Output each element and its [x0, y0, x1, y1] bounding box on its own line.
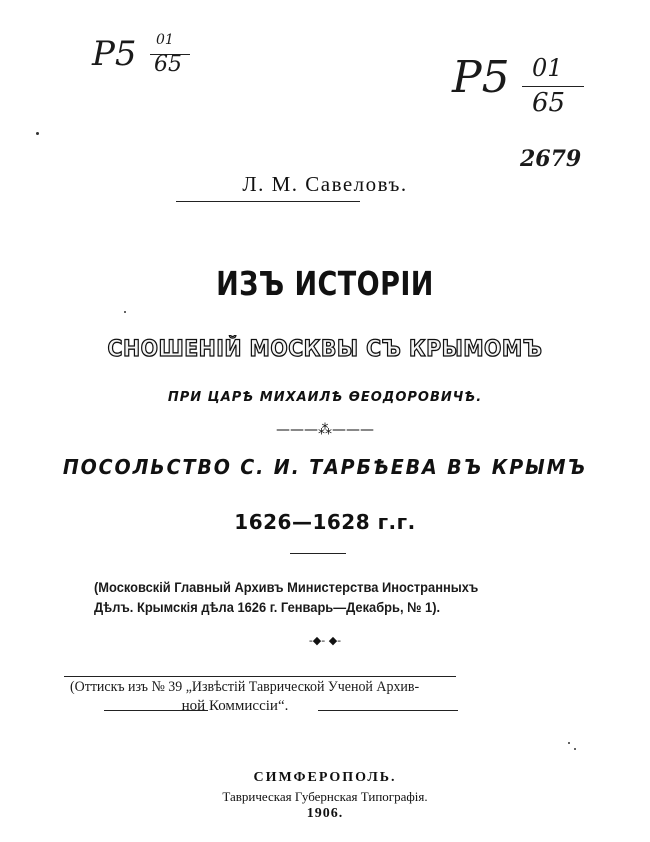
- shelfmark-left-prefix: Р5: [92, 34, 137, 74]
- ornament-arrows: -◆- ◆-: [308, 634, 342, 647]
- title-line-4: ПОСОЛЬСТВО С. И. ТАРБѢЕВА ВЪ КРЫМЪ: [62, 455, 588, 479]
- title-line-3: ПРИ ЦАРѢ МИХАИЛѢ ѲЕОДОРОВИЧѢ.: [167, 390, 483, 405]
- shelfmark-right-numerator: 01: [532, 54, 563, 82]
- shelfmark-right: [452, 52, 592, 122]
- title-line-1: ИЗЪ ИСТОРІИ: [216, 264, 434, 303]
- title-years: 1626—1628 г.г.: [234, 510, 416, 534]
- shelfmark-left-denominator: 65: [154, 52, 182, 77]
- offprint-line-1: (Оттискъ изъ № 39 „Извѣстій Таврической Ученой Архив-: [70, 679, 420, 695]
- speck: [574, 748, 576, 750]
- source-note-line-2: Дѣлъ. Крымскія дѣла 1626 г. Генварь—Декабрь, № 1).: [94, 599, 441, 615]
- offprint-line-2: ной Коммиссіи“.: [181, 698, 289, 714]
- author-underline: [176, 201, 360, 202]
- author: Л. М. Савеловъ.: [242, 172, 408, 196]
- imprint-press: Таврическая Губернская Типографія.: [222, 789, 428, 804]
- shelfmark-left-numerator: 01: [156, 32, 174, 48]
- source-note: [94, 577, 564, 617]
- imprint-year: 1906.: [306, 806, 344, 821]
- shelfmark-left: [92, 34, 212, 84]
- offprint-rule-bottom-right: [318, 710, 458, 711]
- years-rule: [290, 553, 346, 554]
- offprint-rule-top: [64, 676, 456, 677]
- ornament-divider: ———⁂———: [276, 422, 374, 438]
- shelfmark-right-denominator: 65: [532, 88, 566, 118]
- speck: [124, 311, 126, 313]
- imprint-city: СИМФЕРОПОЛЬ.: [253, 770, 397, 785]
- shelfmark-right-prefix: Р5: [452, 52, 510, 103]
- inventory-number: 2679: [520, 146, 582, 172]
- shelfmark-right-bar: [522, 86, 584, 87]
- offprint-rule-bottom-left: [104, 710, 208, 711]
- title-line-2: СНОШЕНІЙ МОСКВЫ СЪ КРЫМОМЪ: [107, 337, 543, 362]
- source-note-line-1: (Московскій Главный Архивъ Министерства Иностранныхъ: [94, 579, 479, 595]
- speck: [568, 742, 570, 744]
- speck: [36, 132, 39, 135]
